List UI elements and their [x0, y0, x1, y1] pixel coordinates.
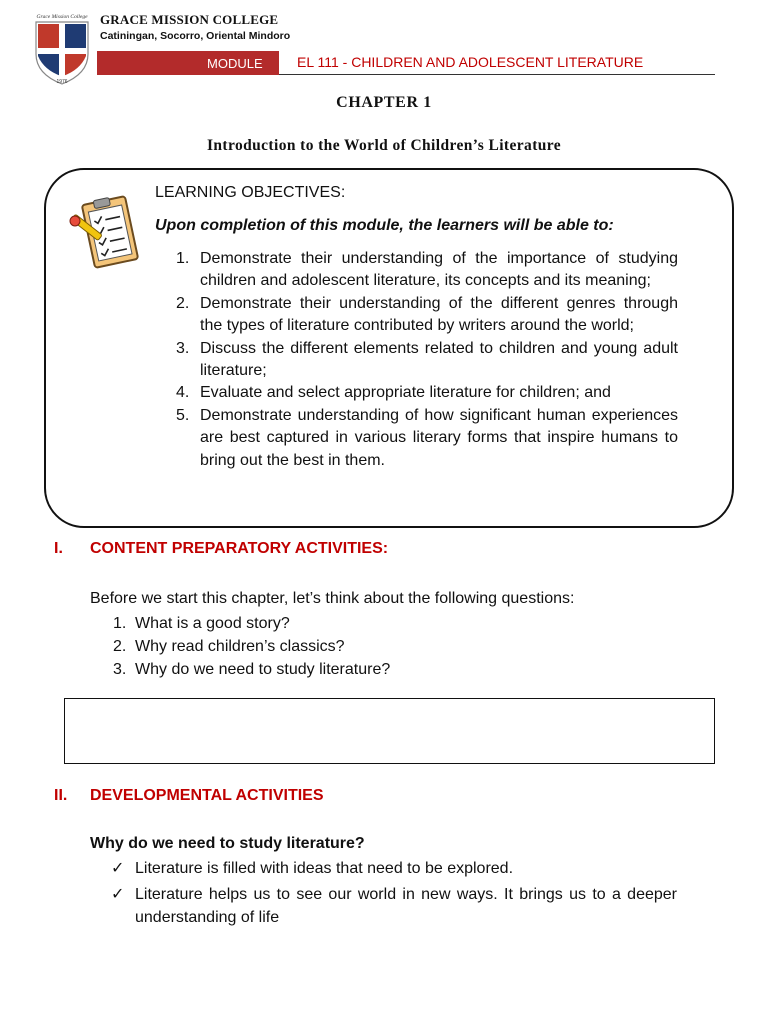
list-item — [113, 612, 390, 635]
list-text: Literature helps us to see our world in new ways. It brings us to a deeper understanding of life — [135, 886, 677, 926]
objectives-subheading: Upon completion of this module, the learners will be able to: — [155, 217, 614, 234]
answer-box[interactable] — [64, 698, 715, 764]
list-item — [176, 293, 678, 338]
course-title: EL 111 - CHILDREN AND ADOLESCENT LITERATURE — [297, 54, 644, 70]
list-text: Demonstrate understanding of how significant human experiences are best captured in various literary forms that inspire humans to bring out the best in them. — [200, 406, 678, 469]
list-number: 3. — [113, 661, 127, 678]
list-item — [176, 405, 678, 472]
checkmark-icon: ✓ — [111, 886, 125, 903]
list-number: 2. — [176, 294, 190, 312]
college-name: GRACE MISSION COLLEGE — [100, 12, 279, 27]
list-text: Why read children’s classics? — [135, 638, 345, 655]
list-item — [176, 382, 678, 404]
questions-lead: Before we start this chapter, let’s think about the following questions: — [90, 590, 575, 607]
section-2-question: Why do we need to study literature? — [90, 835, 365, 852]
chapter-label: CHAPTER 1 — [336, 94, 432, 111]
list-text: Evaluate and select appropriate literature for children; and — [200, 384, 611, 402]
list-number: 3. — [176, 339, 190, 357]
list-item — [111, 857, 677, 880]
list-number: 2. — [113, 638, 127, 655]
list-item — [111, 883, 677, 929]
section-2-title: DEVELOPMENTAL ACTIVITIES — [90, 787, 324, 804]
list-item — [113, 658, 391, 681]
objectives-list — [176, 248, 678, 472]
reasons-list — [111, 857, 677, 932]
module-label: MODULE — [97, 51, 279, 75]
questions-list — [113, 612, 391, 681]
logo-text: Grace Mission College — [36, 14, 88, 20]
chapter-title: Introduction to the World of Children’s Literature — [206, 137, 562, 154]
list-item — [113, 635, 390, 658]
list-item — [176, 338, 678, 383]
college-seal-icon — [30, 10, 94, 86]
list-text: Demonstrate their understanding of the importance of studying children and adolescent literature, its concepts and its meaning; — [200, 250, 678, 290]
list-text: Discuss the different elements related to children and young adult literature; — [200, 339, 678, 380]
section-1-title: CONTENT PREPARATORY ACTIVITIES: — [90, 540, 389, 557]
list-number: 1. — [176, 250, 190, 267]
logo-year: 1976 — [56, 79, 68, 85]
list-text: Demonstrate their understanding of the different genres through the types of literature contributed by writers around the world; — [200, 294, 678, 335]
list-number: 5. — [176, 406, 190, 424]
objectives-heading: LEARNING OBJECTIVES: — [155, 184, 346, 201]
list-text: Literature is filled with ideas that need to be explored. — [135, 860, 514, 877]
list-number: 4. — [176, 384, 190, 402]
list-item — [176, 248, 678, 293]
clipboard-checklist-icon — [66, 194, 146, 274]
list-text: Why do we need to study literature? — [135, 661, 391, 678]
section-2-number: II. — [54, 787, 68, 804]
section-1-number: I. — [54, 540, 63, 557]
college-address: Catiningan, Socorro, Oriental Mindoro — [100, 30, 291, 42]
checkmark-icon: ✓ — [111, 860, 125, 877]
module-bar — [97, 51, 715, 75]
list-number: 1. — [113, 615, 127, 632]
list-text: What is a good story? — [135, 615, 290, 632]
